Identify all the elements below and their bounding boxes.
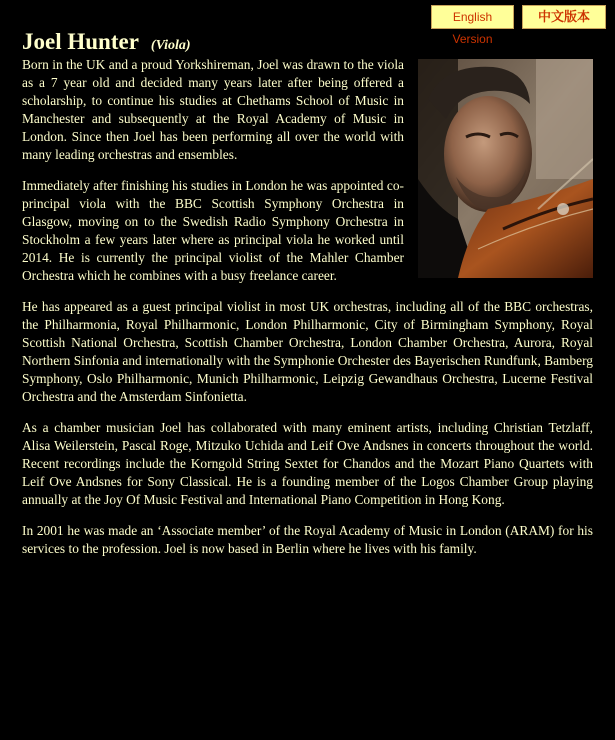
english-version-button[interactable]: English Version [431,5,514,29]
bio-paragraph: Immediately after finishing his studies in London he was appointed co-principal viola with the BBC Scottish Symphony Orchestra in Glasgow, moving on to the Swedish Radio Symphony Orchestra in Stockholm a few years later where as principal viola he worked until 2014. He is currently the principal violist of the Mahler Chamber Orchestra which he combines with a busy freelance career. [22,178,404,283]
bio-paragraph: He has appeared as a guest principal violist in most UK orchestras, including all of the BBC orchestras, the Philharmonia, Royal Philharmonic, London Philharmonic, City of Birmingham Symphony, Royal Scottish National Orchestra, Scottish Chamber Orchestra, London Chamber Orchestra, Aurora, Royal Northern Sinfonia and internationally with the Symphonie Orchester des Bayerischen Rundfunk, Bamberg Symphony, Oslo Philharmonic, Munich Philharmonic, Leipzig Gewandhaus Orchestra, Lucerne Festival Orchestra and the Amsterdam Sinfonietta. [22,299,593,404]
biography [22,56,593,571]
bio-paragraph: As a chamber musician Joel has collaborated with many eminent artists, including Christian Tetzlaff, Alisa Weilerstein, Pascal Roge, Mitzuko Uchida and Leif Ove Andsnes in concerts throughout the world. Recent recordings include the Korngold String Sextet for Chandos and the Mozart Piano Quartets with Leif Ove Andsnes for Sony Classical. He is a founding member of the Logos Chamber Group playing annually at the Joy Of Music Festival and International Piano Competition in Hong Kong. [22,420,593,507]
portrait-photo [418,59,593,278]
page-title [22,20,191,57]
bio-paragraph: In 2001 he was made an ‘Associate member’ of the Royal Academy of Music in London (ARAM) for his services to the profession. Joel is now based in Berlin where he lives with his family. [22,523,593,556]
musician-name: Joel Hunter [22,29,139,54]
chinese-version-button[interactable]: 中文版本 [522,5,606,29]
instrument-label: (Viola) [150,38,191,53]
bio-paragraph: Born in the UK and a proud Yorkshireman, Joel was drawn to the viola as a 7 year old and decided many years later after being offered a scholarship, to continue his studies at Chethams School of Music in Manchester and subsequently at the Royal Academy of Music in London. Since then Joel has been performing all over the world with many leading orchestras and ensembles. [22,57,404,162]
